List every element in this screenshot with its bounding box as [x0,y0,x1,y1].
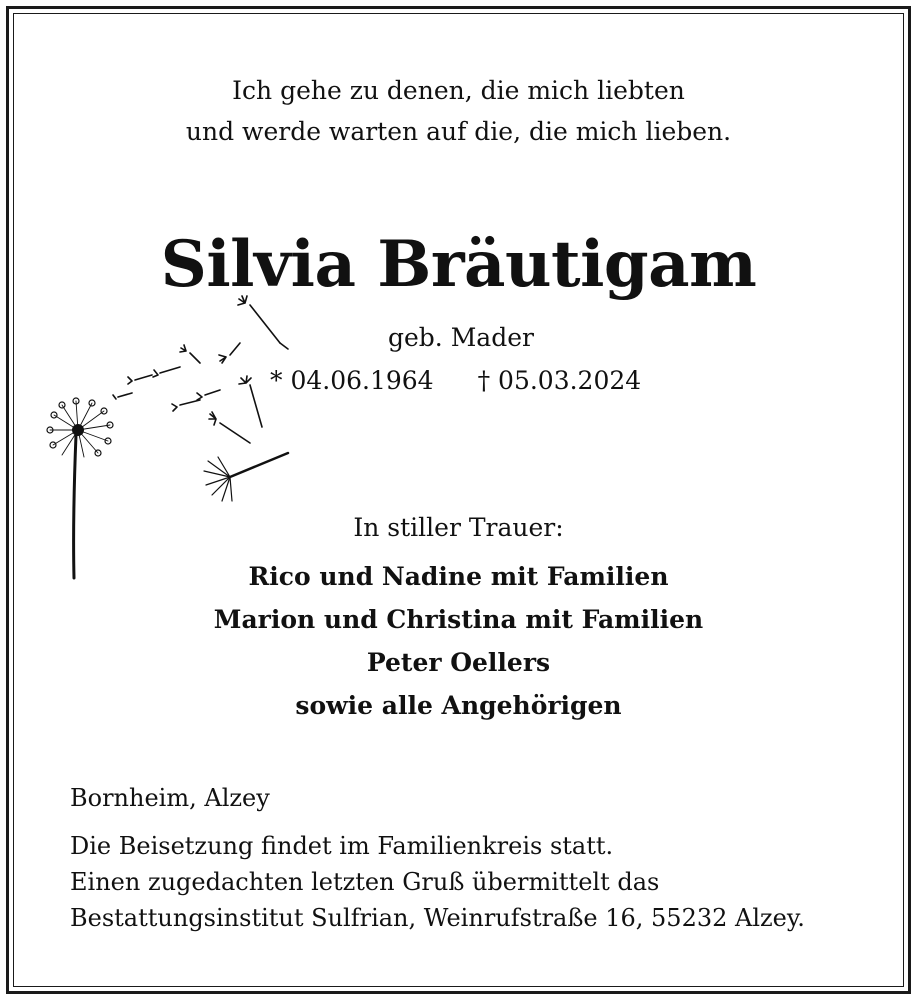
birth-date: * 04.06.1964 [270,366,434,395]
mourner-line: sowie alle Angehörigen [295,691,622,720]
motto-quote [0,70,917,152]
mourner-line: Rico und Nadine mit Familien [248,562,669,591]
mourner-line: Marion und Christina mit Familien [213,605,704,634]
place-name: Bornheim, Alzey [70,784,270,812]
maiden-name: geb. Mader [388,323,534,352]
mourners-list [0,555,917,727]
funeral-notice [70,828,805,936]
notice-line-3: Bestattungsinstitut Sulfrian, Weinrufstraße 16, 55232 Alzey. [70,904,805,932]
mourner-line: Peter Oellers [366,648,551,677]
motto-line-1: Ich gehe zu denen, die mich liebten [232,76,685,105]
notice-line-1: Die Beisetzung findet im Familienkreis statt. [70,832,614,860]
mourning-intro: In stiller Trauer: [353,513,564,542]
life-dates [270,365,641,397]
deceased-name: Silvia Bräutigam [160,227,757,302]
notice-line-2: Einen zugedachten letzten Gruß übermittelt das [70,868,660,896]
motto-line-2: und werde warten auf die, die mich lieben. [185,117,732,146]
death-date: † 05.03.2024 [477,366,642,395]
